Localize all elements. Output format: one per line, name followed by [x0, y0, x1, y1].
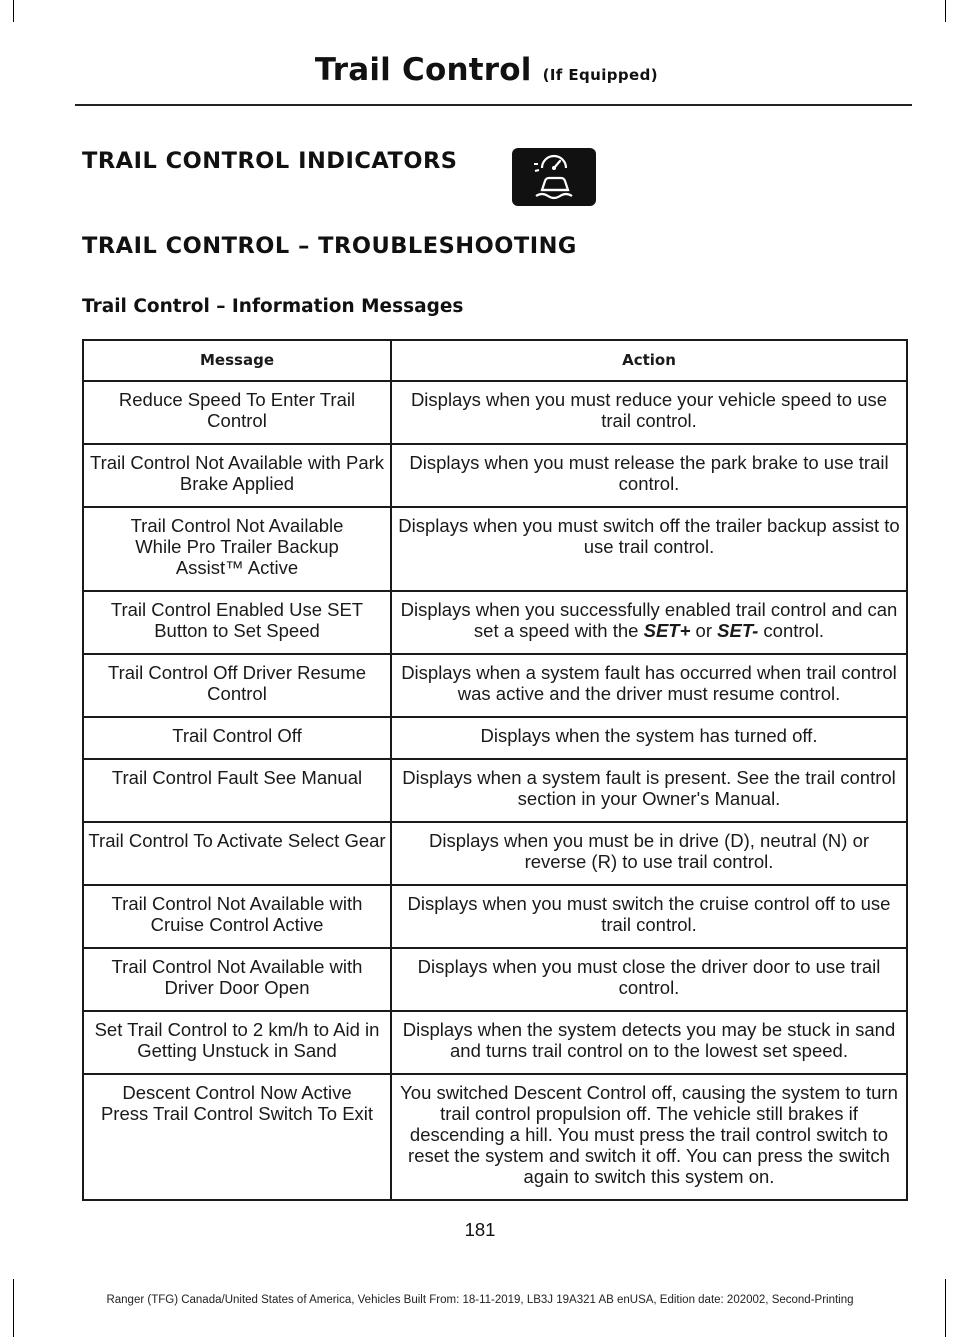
set-minus-label: SET- — [717, 620, 759, 641]
message-cell: Trail Control Fault See Manual — [83, 759, 391, 822]
message-cell: Trail Control Not Available While Pro Trailer Backup Assist™ Active — [83, 507, 391, 591]
action-cell — [391, 591, 907, 654]
action-cell: Displays when you must switch off the trailer backup assist to use trail control. — [391, 507, 907, 591]
crop-mark-bottom-right-v — [945, 1279, 946, 1337]
table-row — [83, 948, 907, 1011]
action-cell: You switched Descent Control off, causing the system to turn trail control propulsion off. The vehicle still brakes if descending a hill. You must press the trail control switch to reset the system and switch it off. You can press the switch again to switch this system on. — [391, 1074, 907, 1200]
action-text: or — [690, 620, 718, 641]
message-cell: Trail Control Enabled Use SET Button to Set Speed — [83, 591, 391, 654]
column-header-action: Action — [391, 340, 907, 381]
set-plus-label: SET+ — [643, 620, 691, 641]
action-cell: Displays when you must close the driver door to use trail control. — [391, 948, 907, 1011]
information-messages-table — [82, 339, 908, 1201]
crop-mark-top-left-v — [13, 0, 14, 22]
action-cell: Displays when you must switch the cruise control off to use trail control. — [391, 885, 907, 948]
page-header — [315, 52, 658, 88]
action-cell: Displays when you must be in drive (D), neutral (N) or reverse (R) to use trail control. — [391, 822, 907, 885]
message-cell: Descent Control Now Active Press Trail Control Switch To Exit — [83, 1074, 391, 1200]
header-divider — [75, 104, 912, 106]
message-cell: Trail Control To Activate Select Gear — [83, 822, 391, 885]
troubleshooting-heading: TRAIL CONTROL – TROUBLESHOOTING — [82, 233, 577, 259]
crop-mark-bottom-left-v — [13, 1279, 14, 1337]
table-row — [83, 822, 907, 885]
information-messages-heading: Trail Control – Information Messages — [82, 296, 464, 317]
action-cell: Displays when the system has turned off. — [391, 717, 907, 759]
action-text: Displays when you successfully enabled trail control and can set a speed with the — [400, 599, 898, 641]
table-row — [83, 444, 907, 507]
action-cell: Displays when a system fault has occurred when trail control was active and the driver must resume control. — [391, 654, 907, 717]
table-row — [83, 885, 907, 948]
table-row — [83, 717, 907, 759]
action-text: control. — [758, 620, 825, 641]
table-row — [83, 759, 907, 822]
message-cell: Trail Control Off — [83, 717, 391, 759]
table-row — [83, 507, 907, 591]
action-cell: Displays when the system detects you may be stuck in sand and turns trail control on to the lowest set speed. — [391, 1011, 907, 1074]
crop-mark-top-right-v — [945, 0, 946, 22]
table-row — [83, 591, 907, 654]
table-row — [83, 654, 907, 717]
trail-control-indicator-icon — [512, 148, 596, 206]
table-header-row — [83, 340, 907, 381]
message-cell: Trail Control Not Available with Cruise Control Active — [83, 885, 391, 948]
table-row — [83, 381, 907, 444]
message-cell: Trail Control Not Available with Driver Door Open — [83, 948, 391, 1011]
action-cell: Displays when you must release the park brake to use trail control. — [391, 444, 907, 507]
message-cell: Trail Control Off Driver Resume Control — [83, 654, 391, 717]
indicators-heading: TRAIL CONTROL INDICATORS — [82, 148, 458, 174]
page-header-title: Trail Control — [314, 52, 532, 88]
page-number: 181 — [464, 1219, 496, 1240]
table-row — [83, 1074, 907, 1200]
column-header-message: Message — [83, 340, 391, 381]
action-cell: Displays when a system fault is present. See the trail control section in your Owner's Manual. — [391, 759, 907, 822]
page-header-subtitle: (If Equipped) — [542, 66, 658, 84]
message-cell: Trail Control Not Available with Park Brake Applied — [83, 444, 391, 507]
action-cell: Displays when you must reduce your vehicle speed to use trail control. — [391, 381, 907, 444]
message-cell: Reduce Speed To Enter Trail Control — [83, 381, 391, 444]
footer-edition-info: Ranger (TFG) Canada/United States of America, Vehicles Built From: 18-11-2019, LB3J 19A321 AB enUSA, Edition date: 202002, Second-Printing — [106, 1294, 854, 1306]
message-cell: Set Trail Control to 2 km/h to Aid in Getting Unstuck in Sand — [83, 1011, 391, 1074]
table-row — [83, 1011, 907, 1074]
